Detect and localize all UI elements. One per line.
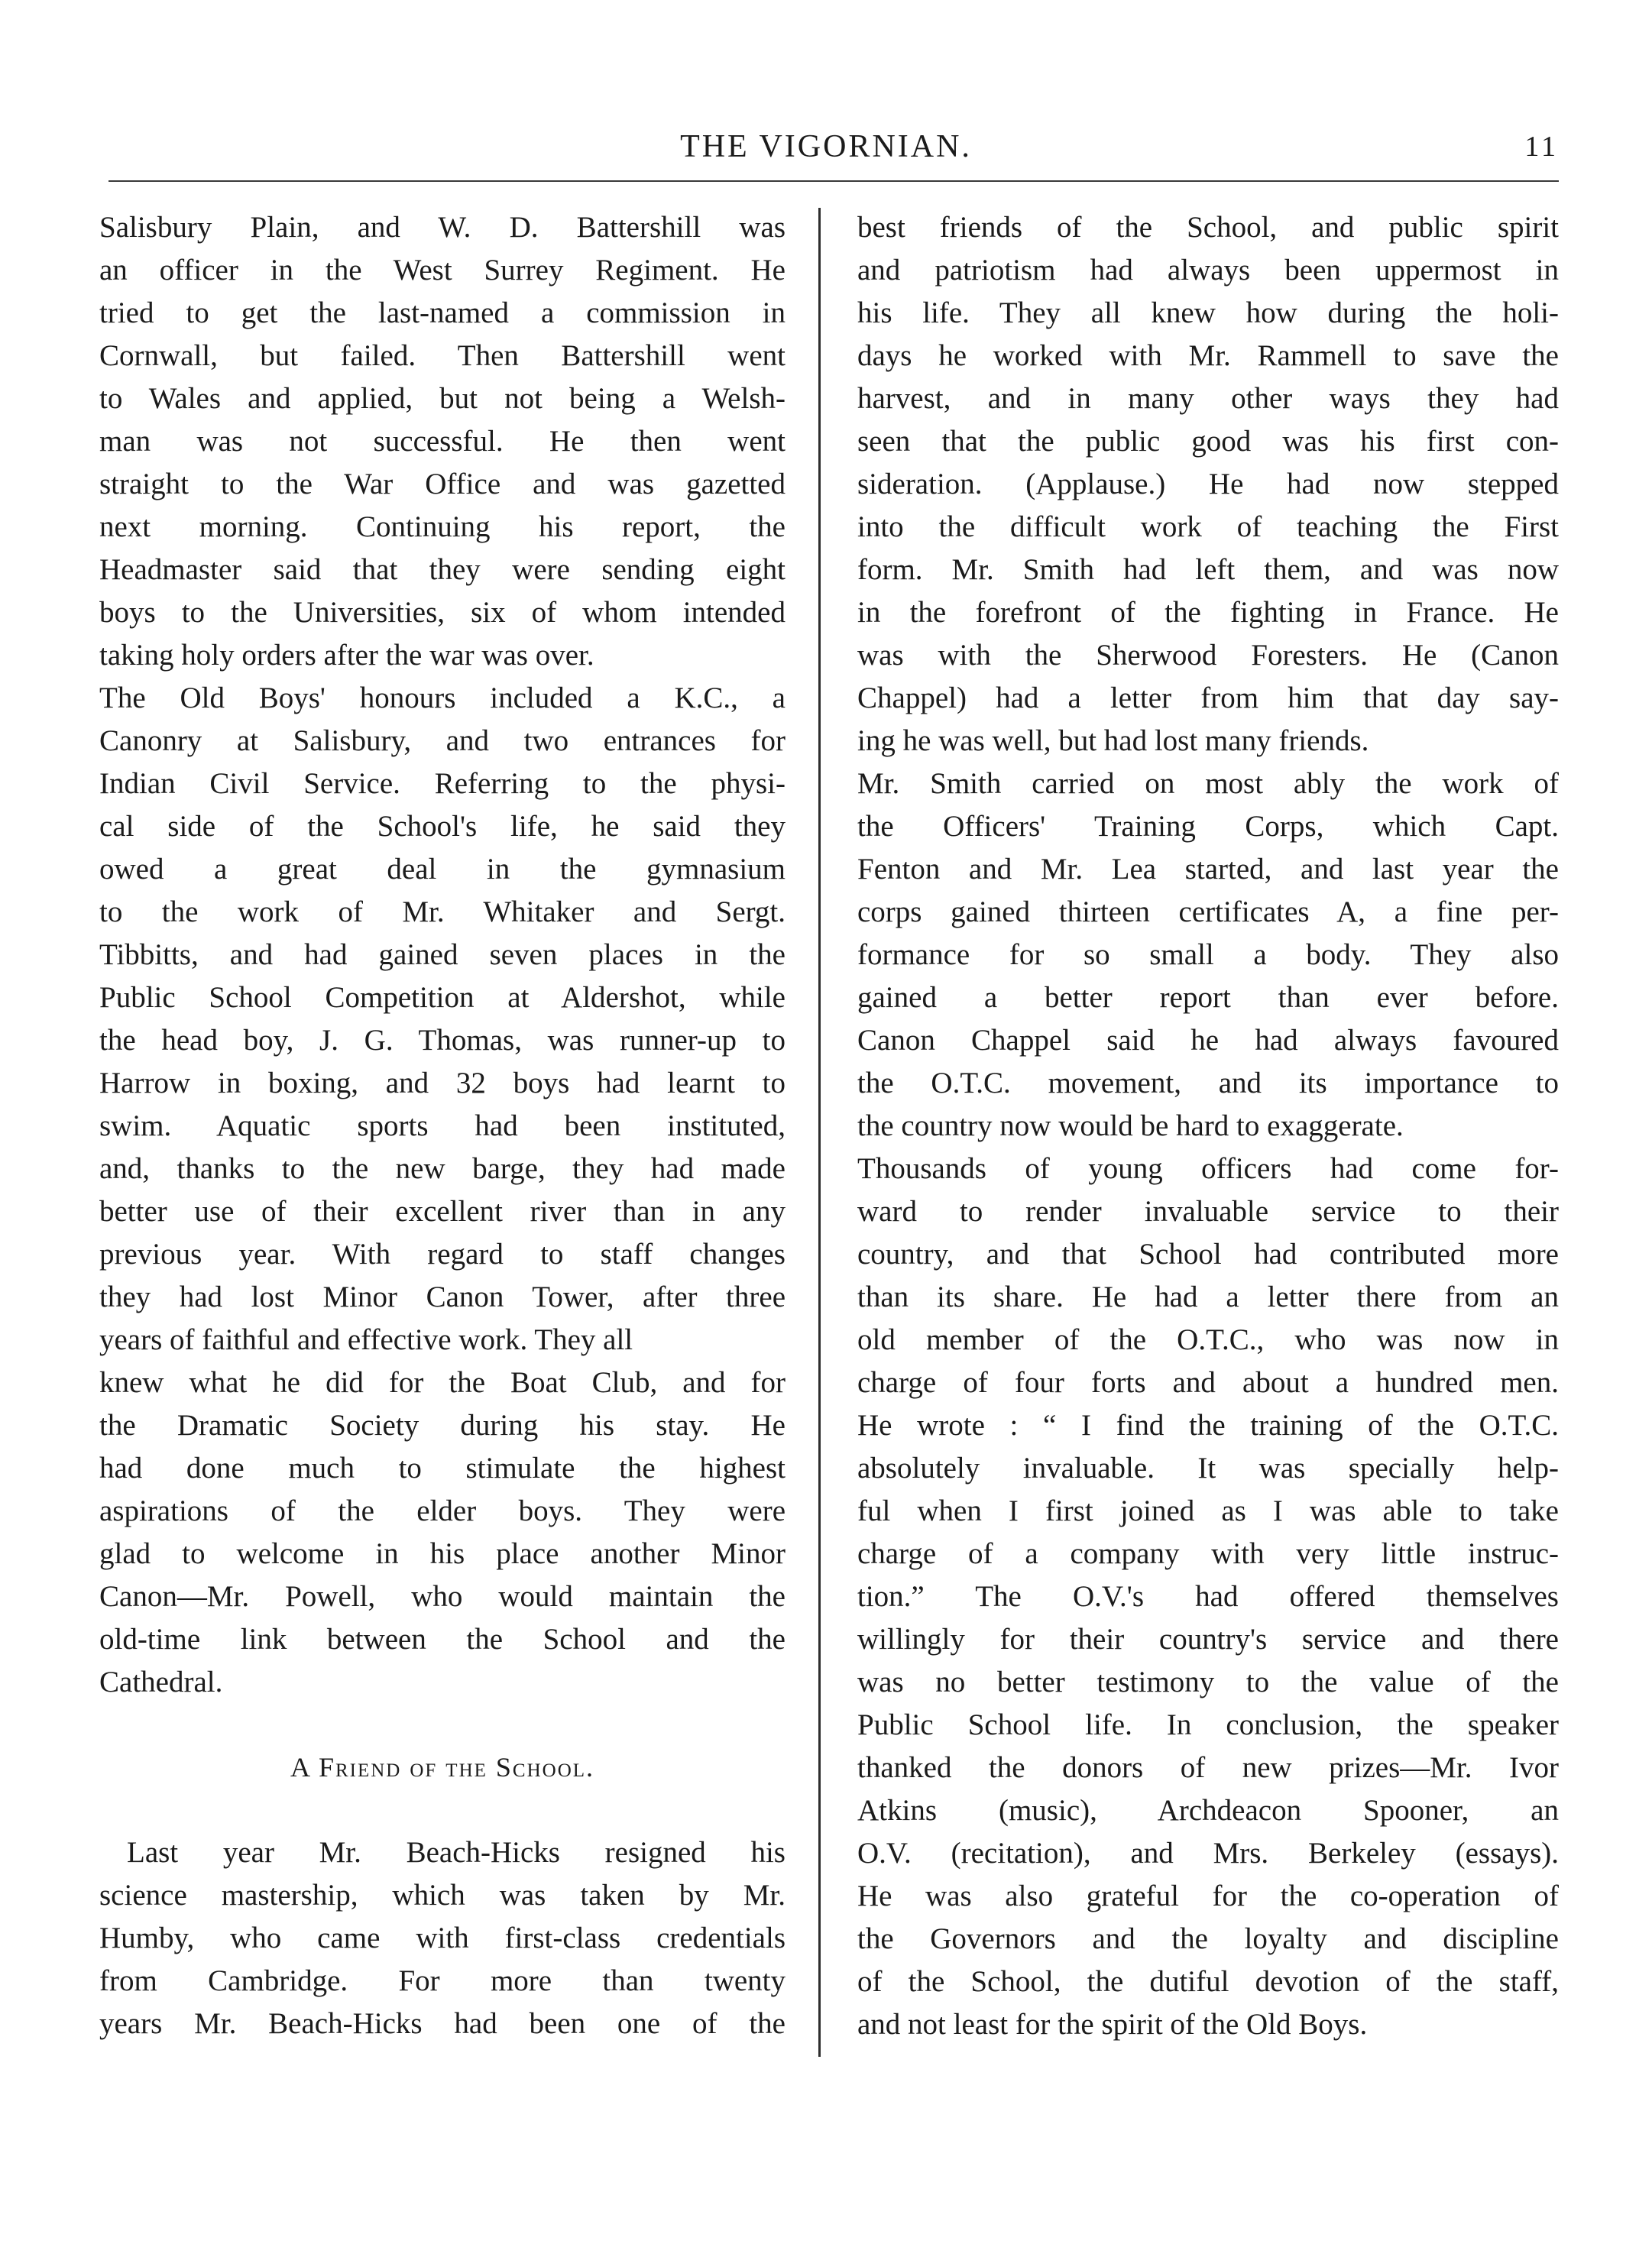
text-line: Mr. Smith carried on most ably the work of bbox=[857, 767, 1559, 800]
text-line: to Wales and applied, but not being a Welsh- bbox=[99, 382, 786, 415]
text-line: country, and that School had contributed more bbox=[857, 1238, 1559, 1271]
text-line: Salisbury Plain, and W. D. Battershill was bbox=[99, 211, 786, 244]
text-line: seen that the public good was his first con- bbox=[857, 425, 1559, 458]
text-line: charge of four forts and about a hundred men. bbox=[857, 1366, 1559, 1399]
text-line: from Cambridge. For more than twenty bbox=[99, 1964, 786, 1997]
text-line: formance for so small a body. They also bbox=[857, 938, 1559, 971]
text-line: willingly for their country's service and there bbox=[857, 1623, 1559, 1656]
text-line: taking holy orders after the war was over. bbox=[99, 639, 594, 672]
text-line: the country now would be hard to exaggerate. bbox=[857, 1109, 1404, 1142]
text-line: they had lost Minor Canon Tower, after three bbox=[99, 1281, 786, 1313]
text-line: of the School, the dutiful devotion of the staff, bbox=[857, 1965, 1559, 1998]
text-line: Thousands of young officers had come for- bbox=[857, 1152, 1559, 1185]
text-line: old member of the O.T.C., who was now in bbox=[857, 1323, 1559, 1356]
text-line: tion.” The O.V.'s had offered themselves bbox=[857, 1580, 1559, 1613]
text-line: ing he was well, but had lost many friends. bbox=[857, 724, 1369, 757]
text-line: Fenton and Mr. Lea started, and last year the bbox=[857, 853, 1559, 886]
column-divider bbox=[818, 208, 821, 2057]
text-line: glad to welcome in his place another Minor bbox=[99, 1537, 786, 1570]
text-line: and patriotism had always been uppermost in bbox=[857, 254, 1559, 287]
text-line: Humby, who came with first-class credentials bbox=[99, 1922, 786, 1954]
text-line: and not least for the spirit of the Old Boys. bbox=[857, 2008, 1368, 2041]
text-line: Canonry at Salisbury, and two entrances for bbox=[99, 724, 786, 757]
text-line: his life. They all knew how during the holi- bbox=[857, 296, 1559, 329]
text-line: Cornwall, but failed. Then Battershill went bbox=[99, 339, 786, 372]
text-line: absolutely invaluable. It was specially help- bbox=[857, 1452, 1559, 1485]
text-line: O.V. (recitation), and Mrs. Berkeley (essays). bbox=[857, 1837, 1559, 1870]
text-line: The Old Boys' honours included a K.C., a bbox=[99, 682, 786, 714]
text-line: Canon Chappel said he had always favoured bbox=[857, 1024, 1559, 1057]
text-line: was no better testimony to the value of the bbox=[857, 1666, 1559, 1698]
text-line: the Dramatic Society during his stay. He bbox=[99, 1409, 786, 1442]
text-line: Harrow in boxing, and 32 boys had learnt to bbox=[99, 1067, 786, 1099]
text-line: previous year. With regard to staff changes bbox=[99, 1238, 786, 1271]
text-line: Tibbitts, and had gained seven places in the bbox=[99, 938, 786, 971]
text-line: best friends of the School, and public spirit bbox=[857, 211, 1559, 244]
text-line: into the difficult work of teaching the First bbox=[857, 510, 1559, 543]
text-line: Atkins (music), Archdeacon Spooner, an bbox=[857, 1794, 1559, 1827]
text-line: better use of their excellent river than in any bbox=[99, 1195, 786, 1228]
text-line: swim. Aquatic sports had been instituted, bbox=[99, 1109, 786, 1142]
paragraph bbox=[857, 206, 1559, 2046]
text-line: knew what he did for the Boat Club, and for bbox=[99, 1366, 786, 1399]
text-line: had done much to stimulate the highest bbox=[99, 1452, 786, 1485]
text-line: form. Mr. Smith had left them, and was now bbox=[857, 553, 1559, 586]
page-header bbox=[0, 128, 1652, 174]
page-number: 11 bbox=[1524, 131, 1559, 163]
text-line: years Mr. Beach-Hicks had been one of the bbox=[99, 2007, 786, 2040]
text-line: science mastership, which was taken by Mr. bbox=[99, 1879, 786, 1912]
text-line: man was not successful. He then went bbox=[99, 425, 786, 458]
running-title: THE VIGORNIAN. bbox=[680, 129, 972, 164]
text-line: the Officers' Training Corps, which Capt. bbox=[857, 810, 1559, 843]
text-line: tried to get the last-named a commission in bbox=[99, 296, 786, 329]
section-heading bbox=[99, 1746, 786, 1789]
text-line: Canon—Mr. Powell, who would maintain the bbox=[99, 1580, 786, 1613]
text-line: boys to the Universities, six of whom intended bbox=[99, 596, 786, 629]
text-line: charge of a company with very little instruc- bbox=[857, 1537, 1559, 1570]
text-line: owed a great deal in the gymnasium bbox=[99, 853, 786, 886]
text-line: straight to the War Office and was gazetted bbox=[99, 468, 786, 500]
text-line: cal side of the School's life, he said they bbox=[99, 810, 786, 843]
text-line: corps gained thirteen certificates A, a fine per- bbox=[857, 895, 1559, 928]
text-line: than its share. He had a letter there from an bbox=[857, 1281, 1559, 1313]
text-line: Chappel) had a letter from him that day say- bbox=[857, 682, 1559, 714]
text-line: an officer in the West Surrey Regiment. He bbox=[99, 254, 786, 287]
text-line: thanked the donors of new prizes—Mr. Ivor bbox=[857, 1751, 1559, 1784]
section-heading-text: A Friend of the School. bbox=[290, 1752, 595, 1783]
text-line: Public School life. In conclusion, the speaker bbox=[857, 1708, 1559, 1741]
text-line: the head boy, J. G. Thomas, was runner-up to bbox=[99, 1024, 786, 1057]
text-line: to the work of Mr. Whitaker and Sergt. bbox=[99, 895, 786, 928]
text-line: Public School Competition at Aldershot, while bbox=[99, 981, 786, 1014]
text-line: sideration. (Applause.) He had now stepped bbox=[857, 468, 1559, 500]
text-line: He wrote : “ I find the training of the O.T.C. bbox=[857, 1409, 1559, 1442]
text-line: in the forefront of the fighting in France. He bbox=[857, 596, 1559, 629]
text-line: harvest, and in many other ways they had bbox=[857, 382, 1559, 415]
text-line: days he worked with Mr. Rammell to save the bbox=[857, 339, 1559, 372]
paragraph bbox=[99, 206, 786, 1704]
text-line: was with the Sherwood Foresters. He (Canon bbox=[857, 639, 1559, 672]
text-line: He was also grateful for the co-operation of bbox=[857, 1880, 1559, 1912]
text-line: and, thanks to the new barge, they had made bbox=[99, 1152, 786, 1185]
text-line: next morning. Continuing his report, the bbox=[99, 510, 786, 543]
text-line: years of faithful and effective work. They all bbox=[99, 1323, 633, 1356]
text-line: Cathedral. bbox=[99, 1666, 223, 1698]
left-column bbox=[99, 206, 786, 2045]
text-line: old-time link between the School and the bbox=[99, 1623, 786, 1656]
text-line: Last year Mr. Beach-Hicks resigned his bbox=[127, 1836, 786, 1869]
text-line: the Governors and the loyalty and discipline bbox=[857, 1922, 1559, 1955]
text-line: aspirations of the elder boys. They were bbox=[99, 1494, 786, 1527]
text-line: Headmaster said that they were sending eight bbox=[99, 553, 786, 586]
right-column bbox=[857, 206, 1559, 2046]
paragraph bbox=[99, 1831, 786, 2045]
text-line: ful when I first joined as I was able to take bbox=[857, 1494, 1559, 1527]
text-line: ward to render invaluable service to their bbox=[857, 1195, 1559, 1228]
header-rule bbox=[109, 180, 1559, 182]
text-line: gained a better report than ever before. bbox=[857, 981, 1559, 1014]
text-line: the O.T.C. movement, and its importance to bbox=[857, 1067, 1559, 1099]
text-line: Indian Civil Service. Referring to the physi- bbox=[99, 767, 786, 800]
